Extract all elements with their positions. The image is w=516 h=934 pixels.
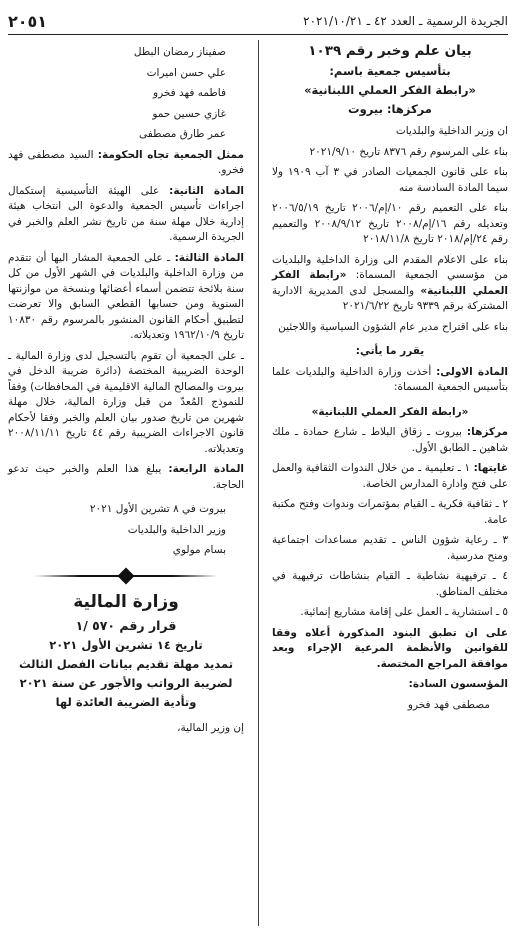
page-number: ٢٠٥١ [8,11,48,31]
article-three-tax: ـ على الجمعية أن تقوم بالتسجيل لدى وزارة المالية ـ الوحدة الضريبية المختصة (دائرة ضريبة الدخل في بيروت والمصالح المالية الاقليمية في المحافظات) وفقاً للنموذج المُعدّ من قبل وزارة المالية، خلال مهلة شهرين من تاريخ صدور بيان العلم والخبر وفقا لأحكام قانون الاجراءات الضريبية رقم ٤٤ تاريخ ٢٠٠٨/١١/١١ وتعديلاته. [8,349,244,455]
aims-intro [272,461,508,492]
decision-date: تاريخ ١٤ تشرين الأول ٢٠٢١ [49,637,203,652]
article-one [272,365,508,396]
aim-5: ٥ ـ استشارية ـ العمل على إقامة مشاريع إنمائية. [300,606,508,618]
recital-law: بناء على قانون الجمعيات الصادر في ٣ آب ١٩٠٩ ولا سيما المادة السادسة منه [272,166,508,194]
representative-label: ممثل الجمعية تجاه الحكومة: [97,148,244,161]
founder-name: صفيناز رمضان البطل [133,46,226,58]
aim-3: ٣ ـ رعاية شؤون الناس ـ تقديم مساعدات اجتماعية ومنح مدرسية. [272,534,508,562]
conditions-note: على ان تطبق البنود المذكورة أعلاه وفقا للقوانين والأنظمة المرعية الإجراء وبعد موافقة المراجع المختصة. [272,626,508,670]
representative-text: السيد مصطفى فهد فخرو. [8,148,244,176]
article-two-label: المادة الثانية: [169,184,245,197]
page-header [8,8,508,35]
right-column [272,40,508,713]
column-divider [258,40,259,926]
recital-decree: بناء على المرسوم رقم ٨٣٧٦ تاريخ ٢٠٢١/٩/١٠ [309,145,508,158]
founder-name: غازي حسين حمو [152,107,226,120]
article-one-name: «رابطة الفكر العملي اللبنانية» [311,405,469,418]
recital-notification [272,253,508,315]
finance-minister-intro: إن وزير المالية، [177,721,244,734]
signature-date: بيروت في ٨ تشرين الأول ٢٠٢١ [89,503,226,515]
decision-number: قرار رقم ٥٧٠ /١ [75,617,177,633]
article-two [8,184,244,246]
article-four-label: المادة الرابعة: [168,463,245,475]
recital-notification-reg: والمسجل لدى المديرية الادارية المشتركة برقم ٩٣٣٩ تاريخ ٢٠٢١/٦/٢٢ [272,284,508,312]
aim-4: ٤ ـ ترفيهية نشاطية ـ القيام بنشاطات ترفيهية في مختلف المناطق. [272,570,508,598]
association-hq: مركزها: بيروت [348,102,432,116]
aim-1: ١ ـ تعليمية ـ من خلال الندوات الثقافية والعمل على فتح وادارة المدارس الخاصة. [272,462,508,490]
hq-detail-label: مركزها: [466,426,509,438]
founder-name: مصطفى فهد فخرو [407,698,490,711]
hq-detail-text: بيروت ـ زقاق البلاط ـ شارع حمادة ـ ملك شاهين ـ الطابق الأول. [272,426,508,454]
aims-label: غايتها: [473,462,508,474]
founders-label: المؤسسون السادة: [408,678,508,690]
article-three-label: المادة الثالثة: [174,251,244,264]
recital-notification-name: «رابطة الفكر العملي اللبنانية» [272,269,509,297]
decision-title: تمديد مهلة تقديم بيانات الفصل الثالث لضريبة الرواتب والأجور عن سنة ٢٠٢١ وتأدية الضريبة العائدة لها [18,656,234,709]
article-two-text: على الهيئة التأسيسية إستكمال اجراءات تأسيس الجمعية والدعوة الى انتخاب هيئة إدارية خلال مهلة سنة من تاريخ نشر العلم والخبر في الجريدة الرسمية. [8,184,244,243]
recital-proposal: بناء على اقتراح مدير عام الشؤون السياسية واللاجئين [278,320,508,333]
minister-intro: ان وزير الداخلية والبلديات [395,125,508,137]
founder-name: عمر طارق مصطفى [139,128,226,140]
founder-name: فاطمه فهد فخرو [153,87,226,99]
article-four-text: يبلغ هذا العلم والخبر حيث تدعو الحاجة. [8,463,244,491]
recital-notification-text: بناء على الاعلام المقدم الى وزارة الداخلية والبلديات من مؤسسي الجمعية المسماة: [272,253,508,281]
article-four [8,462,244,493]
hq-detail [272,425,508,456]
government-representative [8,148,244,179]
recital-circulars: بناء على التعميم رقم ١٠/إم/٢٠٠٦ تاريخ ٢٠٠٦/٥/١٩ وتعديله رقم ١٦/إم/٢٠٠٨ تاريخ ٢٠٠٨/٩/١٢ والتعميم رقم ٢٤/إم/٢٠١٨ تاريخ ٢٠١٨/١١/٨ [272,202,508,245]
article-three-text: ـ على الجمعية المشار اليها أن تتقدم من وزارة الداخلية والبلديات في الشهر الأول من كل سنة بلائحة تتضمن أسماء أعضائها وبنسخة من موازنتها السنوية ومن حسابها القطعي السابق والا تعرضت لتطبيق أحكام القانون المنشور بالمرسوم رقم ١٠٨٣٠ تاريخ ١٩٦٢/١٠/٩ وتعديلاته. [8,251,244,341]
ministry-heading: وزارة المالية [73,591,179,612]
decides-heading: يقرر ما يأتي: [355,345,425,357]
article-three [8,251,244,344]
left-column [8,40,244,736]
gazette-issue-line: الجريدة الرسمية ـ العدد ٤٢ ـ ٢٠٢١/١٠/٢١ [303,14,508,28]
signer-name: بسام مولوي [172,544,226,556]
article-one-label: المادة الاولى: [436,365,508,378]
statement-title: بيان علم وخبر رقم ١٠٣٩ [308,43,472,59]
association-name: «رابطة الفكر العملي اللبنانية» [304,83,476,97]
aim-2: ٢ ـ ثقافية فكرية ـ القيام بمؤتمرات وندوات وفتح مكتبة عامة. [272,498,508,526]
section-divider-ornament [34,569,218,583]
article-one-text: أخذت وزارة الداخلية والبلديات علما بتأسيس الجمعية المسماة: [272,365,508,393]
statement-subtitle: بتأسيس جمعية باسم: [329,64,451,78]
founder-name: علي حسن اميرات [146,66,226,79]
signer-title: وزير الداخلية والبلديات [127,523,226,536]
